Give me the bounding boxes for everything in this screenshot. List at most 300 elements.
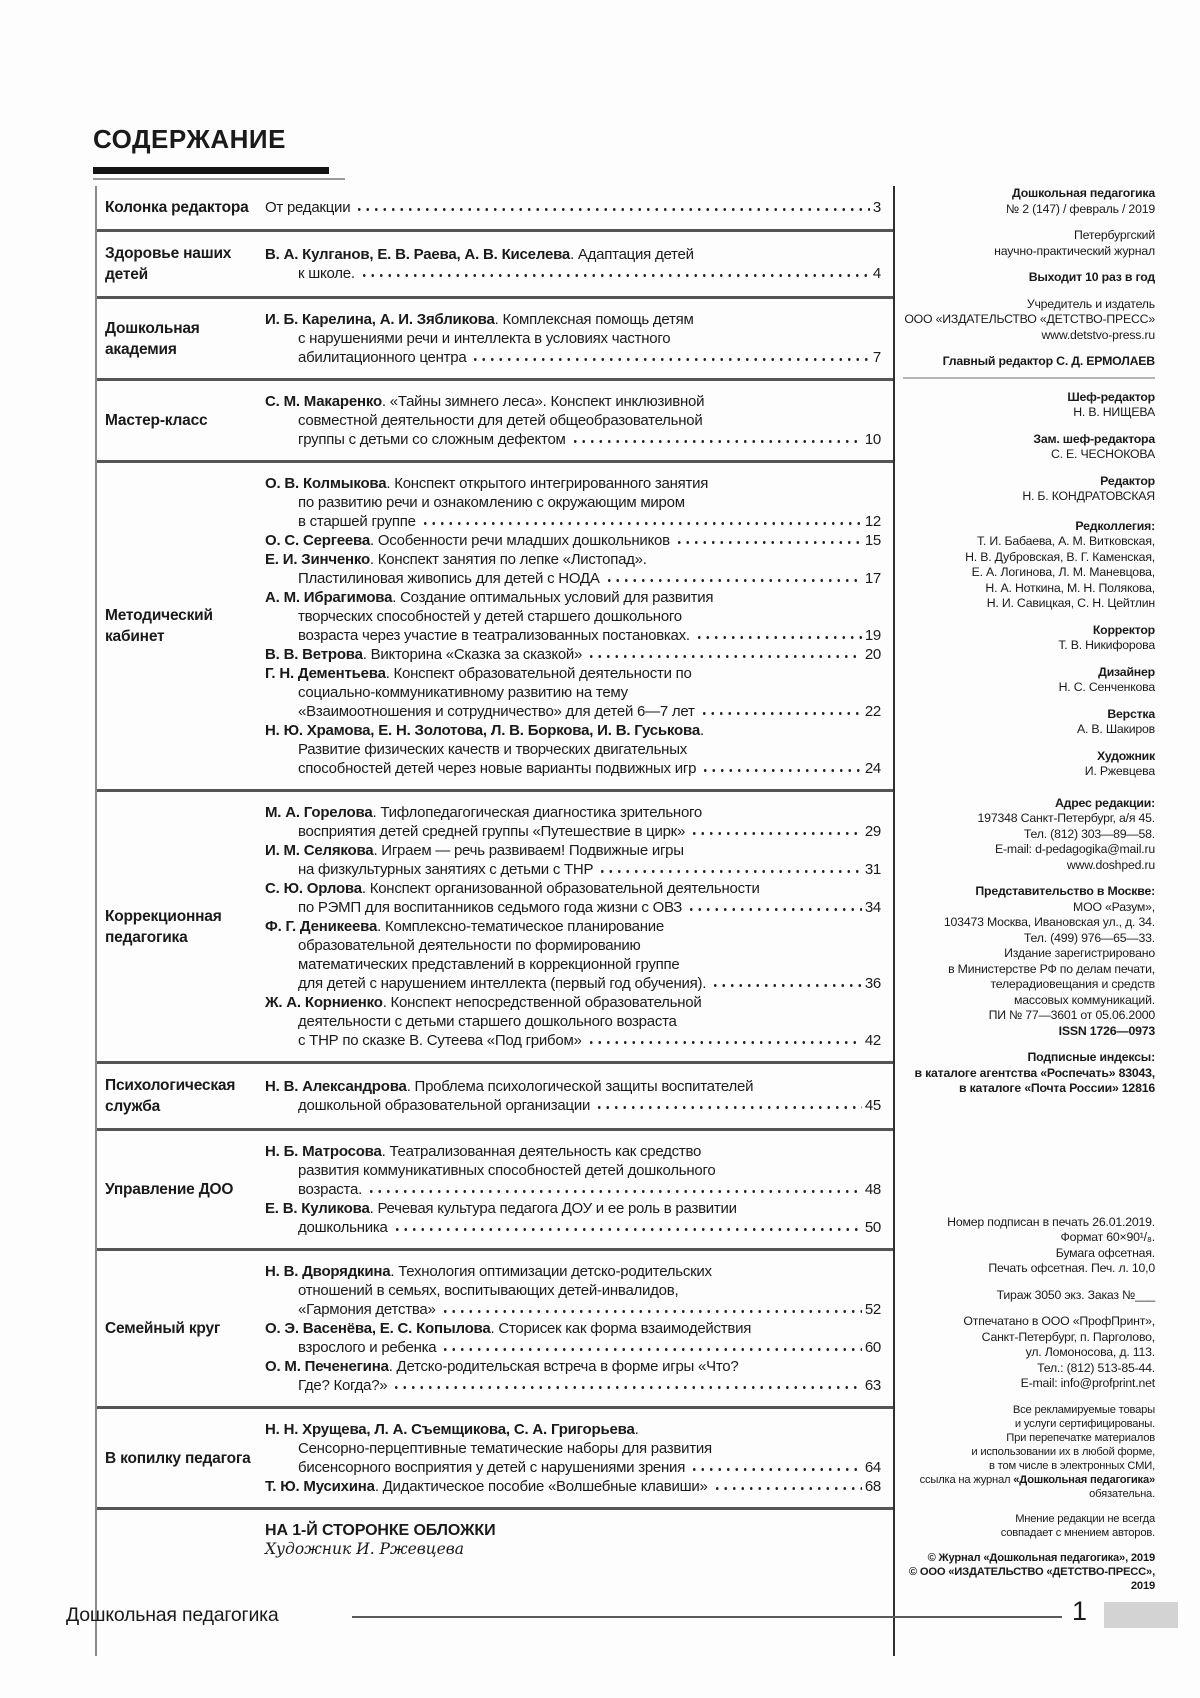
- toc-entry: [265, 1357, 881, 1395]
- toc-page-number: 10: [864, 431, 881, 448]
- imprint-line: в каталоге агентства «Роспечать» 83043,: [914, 1065, 1155, 1080]
- toc-entry-line: [265, 898, 881, 917]
- imprint-group: [903, 228, 1155, 259]
- toc-entry-line: [265, 1477, 881, 1496]
- footer-page-number: 1: [1072, 1596, 1088, 1626]
- toc-entry-text: в старшей группе: [298, 513, 416, 530]
- toc-entry-line: [265, 1031, 881, 1050]
- toc-entry-line: [265, 879, 881, 898]
- imprint-line: Корректор: [1092, 622, 1155, 637]
- toc-entry-line: [265, 198, 881, 217]
- toc-entry-text: Развитие физических качеств и творческих двигательных: [298, 741, 687, 758]
- imprint-group: [903, 270, 1155, 286]
- toc-entry-text: с нарушениями речи и интеллекта в условиях частного: [298, 330, 671, 347]
- toc-entry-line: [265, 683, 881, 702]
- toc-page-number: 52: [864, 1301, 881, 1318]
- imprint-line: Дошкольная педагогика: [1012, 186, 1155, 200]
- toc-section: [97, 460, 893, 789]
- dotted-leader: [441, 1300, 862, 1319]
- toc-entry-line: [265, 626, 881, 645]
- imprint-group: [903, 432, 1155, 463]
- imprint-line: Н. И. Савицкая, С. Н. Цейтлин: [986, 596, 1155, 610]
- imprint-line: Формат 60×90¹/₈.: [1060, 1230, 1155, 1244]
- toc-entry-text: О. С. Сергеева. Особенности речи младших дошкольников: [265, 532, 670, 549]
- imprint-group: [903, 474, 1155, 505]
- toc-entry-text: дошкольной образовательной организации: [298, 1097, 591, 1114]
- toc-entry-line: [265, 1096, 881, 1115]
- toc-entry-text: творческих способностей у детей старшего дошкольного: [298, 608, 682, 625]
- toc-entry-text: О. В. Колмыкова. Конспект открытого интегрированного занятия: [265, 475, 709, 492]
- toc-page-number: 31: [864, 861, 881, 878]
- toc-entry-text: деятельности с детьми старшего дошкольного возраста: [298, 1013, 677, 1030]
- toc-page-number: 45: [864, 1097, 881, 1114]
- imprint-line: научно-практический журнал: [994, 243, 1155, 258]
- imprint-line: Н. А. Ноткина, М. Н. Полякова,: [985, 580, 1155, 595]
- imprint-line: Т. И. Бабаева, А. М. Витковская,: [977, 534, 1155, 548]
- toc-entry: [265, 993, 881, 1050]
- imprint-group: [903, 1314, 1155, 1392]
- toc-entry: [265, 1420, 881, 1477]
- toc-entry: [265, 198, 881, 217]
- toc-entry-line: [265, 822, 881, 841]
- toc-section: [97, 229, 893, 296]
- toc-entry-text: Е. И. Зинченко. Конспект занятия по лепке «Листопад».: [265, 551, 647, 568]
- dotted-leader: [598, 860, 862, 879]
- imprint-text-run: «Дошкольная педагогика»: [1013, 1473, 1155, 1486]
- toc-section: [97, 378, 893, 460]
- toc-entry-authors: Н. Н. Хрущева, Л. А. Съемщикова, С. А. Григорьева: [265, 1421, 635, 1438]
- toc-entry-line: [265, 993, 881, 1012]
- imprint-line: Верстка: [1107, 706, 1155, 721]
- toc-entry-text: «Гармония детства»: [298, 1301, 436, 1318]
- toc-page-number: 17: [864, 570, 881, 587]
- toc-section: [97, 1248, 893, 1406]
- dotted-leader: [393, 1218, 862, 1237]
- toc-section-label: Здоровье наших детей: [105, 245, 232, 283]
- imprint-line: Учредитель и издатель: [1026, 296, 1155, 311]
- toc-entry-text: на физкультурных занятиях с детьми с ТНР: [298, 861, 594, 878]
- toc-section-entries: [265, 310, 893, 367]
- toc-entry-text: математических представлений в коррекционной группе: [298, 956, 680, 973]
- dotted-leader: [687, 898, 862, 917]
- toc-entry-line: [265, 1262, 881, 1281]
- toc-page-number: 19: [864, 627, 881, 644]
- imprint-group: [903, 1215, 1155, 1277]
- imprint-line: Тел. (499) 976—65—33.: [1023, 930, 1155, 945]
- toc-table: [95, 186, 893, 1656]
- toc-entry: [265, 310, 881, 367]
- toc-entry-text: А. М. Ибрагимова. Создание оптимальных условий для развития: [265, 589, 714, 606]
- toc-entry-text: способностей детей через новые варианты подвижных игр: [298, 760, 697, 777]
- imprint-line: Санкт-Петербург, п. Парголово,: [981, 1329, 1155, 1344]
- toc-section-label: Методический кабинет: [105, 607, 213, 645]
- imprint-line: Издание зарегистрировано: [1004, 946, 1155, 960]
- imprint-group: [903, 749, 1155, 780]
- toc-entry-line: [265, 1319, 881, 1338]
- toc-entry-text: образовательной деятельности по формированию: [298, 937, 641, 954]
- toc-page-number: 3: [872, 199, 881, 216]
- imprint-line: Мнение редакции не всегда: [1015, 1512, 1155, 1525]
- toc-entry-text: Ж. А. Корниенко. Конспект непосредственной образовательной: [265, 994, 702, 1011]
- imprint-line: и использовании их в любой форме,: [971, 1445, 1155, 1458]
- dotted-leader: [360, 264, 870, 283]
- toc-entry-authors: Г. Н. Дементьева: [265, 665, 386, 682]
- toc-entry-text: Н. Н. Хрущева, Л. А. Съемщикова, С. А. Григорьева.: [265, 1421, 639, 1438]
- toc-section: [97, 1061, 893, 1128]
- imprint-line: Все рекламируемые товары: [1012, 1403, 1155, 1416]
- toc-entry-line: [265, 569, 881, 588]
- toc-section: [97, 296, 893, 378]
- dotted-leader: [711, 974, 862, 993]
- toc-entry-line: [265, 1161, 881, 1180]
- imprint-group: [903, 1050, 1155, 1097]
- dotted-leader: [587, 1031, 862, 1050]
- toc-entry-line: [265, 493, 881, 512]
- imprint-line: Н. В. Дубровская, В. Г. Каменская,: [965, 549, 1155, 564]
- toc-entry-text: по развитию речи и ознакомлению с окружающим миром: [298, 494, 685, 511]
- imprint-line: обязательна.: [1089, 1487, 1155, 1500]
- toc-entry-line: [265, 721, 881, 740]
- footer-rule: [352, 1616, 1062, 1618]
- imprint-line: Выходит 10 раз в год: [1028, 270, 1155, 284]
- toc-entry: [265, 1077, 881, 1115]
- toc-page-number: 34: [864, 899, 881, 916]
- toc-entry-text: О. М. Печенегина. Детско-родительская встреча в форме игры «Что?: [265, 1358, 739, 1375]
- toc-page-number: 12: [864, 513, 881, 530]
- toc-entry-authors: Н. В. Дворядкина: [265, 1263, 391, 1280]
- toc-entry-line: [265, 1218, 881, 1237]
- cover-note-heading: НА 1-Й СТОРОНКЕ ОБЛОЖКИ: [265, 1522, 496, 1539]
- toc-entry-line: [265, 1338, 881, 1357]
- imprint-line: Бумага офсетная.: [1055, 1245, 1155, 1260]
- toc-entry-text: Пластилиновая живопись для детей с НОДА: [298, 570, 600, 587]
- toc-entry-text: Е. В. Куликова. Речевая культура педагога ДОУ и ее роль в развитии: [265, 1200, 737, 1217]
- toc-entry-line: [265, 1439, 881, 1458]
- page-title: СОДЕРЖАНИЕ: [93, 124, 286, 154]
- imprint-group: [903, 1551, 1155, 1593]
- toc-section-label: В копилку педагога: [105, 1449, 251, 1467]
- imprint-group: [903, 390, 1155, 421]
- toc-entry-authors: В. А. Кулганов, Е. В. Раева, А. В. Киселева: [265, 246, 571, 263]
- toc-entry-line: [265, 1540, 881, 1559]
- toc-entry-authors: С. М. Макаренко: [265, 393, 382, 410]
- dotted-leader: [695, 626, 862, 645]
- dotted-leader: [690, 1458, 862, 1477]
- imprint-group: [903, 796, 1155, 874]
- toc-section-entries: [265, 1521, 893, 1559]
- toc-entry-line: [265, 1142, 881, 1161]
- toc-entry-line: [265, 329, 881, 348]
- toc-entry: [265, 1319, 881, 1357]
- imprint-line: ISSN 1726—0973: [1058, 1023, 1155, 1038]
- imprint-line: МОО «Разум»,: [1073, 899, 1155, 914]
- imprint-line: www.detstvo-press.ru: [1041, 327, 1155, 342]
- toc-section-entries: [265, 474, 893, 778]
- toc-entry-text: С. М. Макаренко. «Тайны зимнего леса». Конспект инклюзивной: [265, 393, 705, 410]
- imprint-line: При перепечатке материалов: [1006, 1431, 1155, 1444]
- toc-section: [97, 1128, 893, 1248]
- imprint-line: Адрес редакции:: [1054, 795, 1155, 810]
- toc-page-number: 64: [864, 1459, 881, 1476]
- imprint-line: Тел.: (812) 513-85-44.: [1037, 1360, 1155, 1375]
- toc-entry-line: [265, 430, 881, 449]
- toc-entry-text: В. В. Ветрова. Викторина «Сказка за сказкой»: [265, 646, 583, 663]
- toc-section-label: Мастер-класс: [105, 412, 208, 429]
- toc-entry: [265, 588, 881, 645]
- toc-entry: [265, 879, 881, 917]
- imprint-line: Печать офсетная. Печ. л. 10,0: [988, 1261, 1155, 1275]
- dotted-leader: [571, 430, 862, 449]
- toc-entry-line: [265, 1199, 881, 1218]
- imprint-group: [903, 623, 1155, 654]
- toc-entry-text: восприятия детей средней группы «Путешествие в цирк»: [298, 823, 686, 840]
- toc-entry: [265, 841, 881, 879]
- imprint-line: Тираж 3050 экз. Заказ №___: [996, 1287, 1155, 1302]
- imprint-line: № 2 (147) / февраль / 2019: [1006, 201, 1155, 216]
- toc-page-number: 7: [872, 349, 881, 366]
- toc-entry-text: М. А. Горелова. Тифлопедагогическая диагностика зрительного: [265, 804, 703, 821]
- toc-entry-authors: И. Б. Карелина, А. И. Зябликова: [265, 311, 495, 328]
- footer-edge-marker: [1104, 1602, 1178, 1628]
- dotted-leader: [441, 1338, 861, 1357]
- toc-entry-line: [265, 1077, 881, 1096]
- imprint-line: А. В. Шакиров: [1076, 722, 1155, 736]
- imprint-line: в том числе в электронных СМИ,: [989, 1459, 1155, 1472]
- toc-entry-text: отношений в семьях, воспитывающих детей-инвалидов,: [298, 1282, 679, 1299]
- toc-entry-text: по РЭМП для воспитанников седьмого года жизни с ОВЗ: [298, 899, 683, 916]
- toc-entry-text: взрослого и ребенка: [298, 1339, 437, 1356]
- toc-page-number: 68: [864, 1478, 881, 1495]
- toc-entry-authors: Ф. Г. Деникеева: [265, 918, 378, 935]
- toc-entry-text: абилитационного центра: [298, 349, 467, 366]
- toc-entry-authors: Н. Ю. Храмова, Е. Н. Золотова, Л. В. Боркова, И. В. Гуськова: [265, 722, 700, 739]
- toc-entry-authors: О. В. Колмыкова: [265, 475, 387, 492]
- toc-entry-text: дошкольника: [298, 1219, 388, 1236]
- toc-page-number: 60: [864, 1339, 881, 1356]
- imprint-line: Подписные индексы:: [1027, 1050, 1155, 1064]
- toc-entry-text: Ф. Г. Деникеева. Комплексно-тематическое планирование: [265, 918, 665, 935]
- toc-entry-line: [265, 1357, 881, 1376]
- toc-entry-text: бисенсорного восприятия у детей с нарушениями зрения: [298, 1459, 686, 1476]
- toc-page-number: 29: [864, 823, 881, 840]
- toc-entry-text: Н. Б. Матросова. Театрализованная деятельность как средство: [265, 1143, 702, 1160]
- footer-journal-title: Дошкольная педагогика: [66, 1604, 279, 1626]
- imprint-line: С. Е. ЧЕСНОКОВА: [1050, 447, 1155, 461]
- toc-page-number: 22: [864, 703, 881, 720]
- toc-entry: [265, 917, 881, 993]
- imprint-line: Шеф-редактор: [1067, 389, 1155, 404]
- toc-entry-text: Сенсорно-перцептивные тематические наборы для развития: [298, 1440, 712, 1457]
- imprint-line: Художник: [1097, 748, 1155, 763]
- imprint-line: Н. Б. КОНДРАТОВСКАЯ: [1022, 489, 1155, 503]
- imprint-line: 197348 Санкт-Петербург, а/я 45.: [977, 811, 1155, 825]
- toc-section-entries: [265, 1077, 893, 1115]
- title-underline-bar: [93, 167, 329, 174]
- imprint-group: [903, 186, 1155, 217]
- toc-entry-text: социально-коммуникативному развитию на тему: [298, 684, 628, 701]
- imprint-group: [903, 707, 1155, 738]
- toc-page-number: 20: [864, 646, 881, 663]
- toc-entry-line: [265, 1281, 881, 1300]
- toc-section: [97, 789, 893, 1061]
- toc-entry-text: с ТНР по сказке В. Сутеева «Под грибом»: [298, 1032, 582, 1049]
- toc-entry-line: [265, 531, 881, 550]
- toc-page-number: 24: [864, 760, 881, 777]
- toc-section-entries: [265, 198, 893, 217]
- imprint-line: Тел. (812) 303—89—58.: [1023, 826, 1155, 841]
- imprint-line: Представительство в Москве:: [975, 884, 1155, 898]
- toc-entry-text: группы с детьми со сложным дефектом: [298, 431, 566, 448]
- dotted-leader: [605, 569, 862, 588]
- toc-entry-text: С. Ю. Орлова. Конспект организованной образовательной деятельности: [265, 880, 760, 897]
- toc-page-number: 36: [864, 975, 881, 992]
- imprint-line: © Журнал «Дошкольная педагогика», 2019: [927, 1551, 1155, 1564]
- imprint-group: [903, 1403, 1155, 1501]
- dotted-leader: [367, 1180, 862, 1199]
- imprint-line: Главный редактор С. Д. ЕРМОЛАЕВ: [942, 354, 1155, 368]
- toc-entry-line: [265, 1458, 881, 1477]
- toc-entry: [265, 645, 881, 664]
- dotted-leader: [701, 759, 862, 778]
- toc-entry-authors: В. В. Ветрова: [265, 646, 363, 663]
- toc-entry-line: [265, 955, 881, 974]
- imprint-line: Редактор: [1100, 473, 1155, 488]
- toc-section-label: Колонка редактора: [105, 199, 249, 216]
- imprint-line: Петербургский: [1074, 228, 1155, 242]
- toc-page-number: 15: [864, 532, 881, 549]
- imprint-line: Номер подписан в печать 26.01.2019.: [947, 1214, 1155, 1229]
- imprint-line: и услуги сертифицированы.: [1014, 1417, 1155, 1430]
- toc-section-entries: [265, 803, 893, 1050]
- toc-section-label: Психологическая служба: [105, 1077, 236, 1115]
- toc-entry: [265, 474, 881, 531]
- content-columns: [95, 186, 1155, 1656]
- toc-entry-line: [265, 588, 881, 607]
- imprint-line: Т. В. Никифорова: [1058, 638, 1155, 652]
- imprint-group: [903, 884, 1155, 1039]
- imprint-line: в каталоге «Почта России» 12816: [959, 1081, 1155, 1095]
- toc-entry-text: развития коммуникативных способностей детей дошкольного: [298, 1162, 716, 1179]
- imprint-line: массовых коммуникаций.: [1013, 992, 1155, 1007]
- toc-entry-authors: А. М. Ибрагимова: [265, 589, 393, 606]
- toc-entry-text: возраста через участие в театрализованных постановках.: [298, 627, 690, 644]
- toc-entry-line: [265, 1180, 881, 1199]
- imprint-group: [903, 297, 1155, 344]
- toc-entry-authors: Н. Б. Матросова: [265, 1143, 382, 1160]
- dotted-leader: [421, 512, 862, 531]
- toc-section: [97, 186, 893, 229]
- toc-entry-line: [265, 759, 881, 778]
- imprint-line: © ООО «ИЗДАТЕЛЬСТВО «ДЕТСТВО-ПРЕСС», 2019: [908, 1565, 1155, 1592]
- toc-entry-line: [265, 860, 881, 879]
- imprint-line: телерадиовещания и средств: [990, 977, 1155, 991]
- toc-page-number: 4: [872, 265, 881, 282]
- toc-entry-line: [265, 474, 881, 493]
- toc-entry-text: От редакции: [265, 199, 351, 216]
- imprint-line: И. Ржевцева: [1084, 764, 1155, 778]
- toc-section-entries: [265, 392, 893, 449]
- imprint-line: совпадает с мнением авторов.: [1000, 1526, 1155, 1539]
- toc-entry-line: [265, 550, 881, 569]
- toc-entry-line: [265, 607, 881, 626]
- toc-entry: [265, 1262, 881, 1319]
- toc-entry-text: для детей с нарушением интеллекта (первый год обучения).: [298, 975, 707, 992]
- toc-section-label: Коррекционная педагогика: [105, 907, 222, 946]
- toc-entry-text: Художник И. Ржевцева: [265, 1540, 465, 1558]
- toc-entry-text: Где? Когда?»: [298, 1377, 388, 1394]
- imprint-line: Зам. шеф-редактора: [1033, 431, 1155, 446]
- toc-page-number: 42: [864, 1032, 881, 1049]
- toc-entry-text: О. Э. Васенёва, Е. С. Копылова. Сторисек как форма взаимодействия: [265, 1320, 752, 1337]
- toc-section-label: Дошкольная академия: [105, 319, 200, 358]
- dotted-leader: [392, 1376, 861, 1395]
- toc-section: [97, 1406, 893, 1507]
- toc-entry-text: совместной деятельности для детей общеобразовательной: [298, 412, 703, 429]
- toc-entry-line: [265, 645, 881, 664]
- imprint-line: Н. С. Сенченкова: [1058, 680, 1155, 694]
- toc-entry-authors: И. М. Селякова: [265, 842, 374, 859]
- toc-page-number: 50: [864, 1219, 881, 1236]
- toc-entry-line: [265, 411, 881, 430]
- toc-section-entries: [265, 1262, 893, 1395]
- toc-entry: [265, 245, 881, 283]
- toc-entry-authors: О. М. Печенегина: [265, 1358, 389, 1375]
- toc-entry: [265, 721, 881, 778]
- toc-entry-line: [265, 841, 881, 860]
- toc-entry-text: Н. В. Александрова. Проблема психологической защиты воспитателей: [265, 1078, 754, 1095]
- dotted-leader: [700, 702, 862, 721]
- toc-entry: [265, 550, 881, 588]
- imprint-line: ПИ № 77—3601 от 05.06.2000: [988, 1008, 1155, 1022]
- toc-entry-line: [265, 936, 881, 955]
- toc-entry-line: [265, 664, 881, 683]
- imprint-line: Н. В. НИЩЕВА: [1073, 405, 1155, 419]
- toc-entry-text: возраста.: [298, 1181, 362, 1198]
- toc-entry-authors: М. А. Горелова: [265, 804, 373, 821]
- toc-entry-line: [265, 917, 881, 936]
- toc-section-label: Семейный круг: [105, 1320, 221, 1337]
- toc-entry-line: [265, 310, 881, 329]
- dotted-leader: [595, 1096, 862, 1115]
- toc-entry-line: [265, 1300, 881, 1319]
- toc-entry: [265, 664, 881, 721]
- imprint-line: Редколлегия:: [1075, 518, 1155, 533]
- toc-section-label: Управление ДОО: [105, 1181, 234, 1198]
- imprint-line: Дизайнер: [1098, 664, 1155, 679]
- toc-entry-line: [265, 1012, 881, 1031]
- toc-entry-text: «Взаимоотношения и сотрудничество» для детей 6—7 лет: [298, 703, 695, 720]
- toc-entry-text: Н. Ю. Храмова, Е. Н. Золотова, Л. В. Боркова, И. В. Гуськова.: [265, 722, 704, 739]
- toc-entry-line: [265, 740, 881, 759]
- toc-entry: [265, 1142, 881, 1199]
- toc-entry-text: В. А. Кулганов, Е. В. Раева, А. В. Киселева. Адаптация детей: [265, 246, 694, 263]
- imprint-line: в Министерстве РФ по делам печати,: [948, 961, 1155, 976]
- toc-entry-authors: Е. В. Куликова: [265, 1200, 370, 1217]
- toc-entry-authors: Т. Ю. Мусихина: [265, 1478, 375, 1495]
- imprint-line: www.doshped.ru: [1066, 857, 1155, 872]
- toc-section-entries: [265, 245, 893, 283]
- title-underline-rule: [93, 178, 345, 180]
- imprint-line: E-mail: d-pedagogika@mail.ru: [995, 842, 1155, 856]
- imprint-line: Е. А. Логинова, Л. М. Маневцова,: [971, 565, 1155, 579]
- dotted-leader: [587, 645, 862, 664]
- toc-entry: [265, 392, 881, 449]
- toc-entry-line: [265, 803, 881, 822]
- dotted-leader: [355, 198, 870, 217]
- toc-page-number: 63: [864, 1377, 881, 1394]
- toc-page-number: 48: [864, 1181, 881, 1198]
- imprint-line: Отпечатано в ООО «ПрофПринт»,: [963, 1314, 1155, 1328]
